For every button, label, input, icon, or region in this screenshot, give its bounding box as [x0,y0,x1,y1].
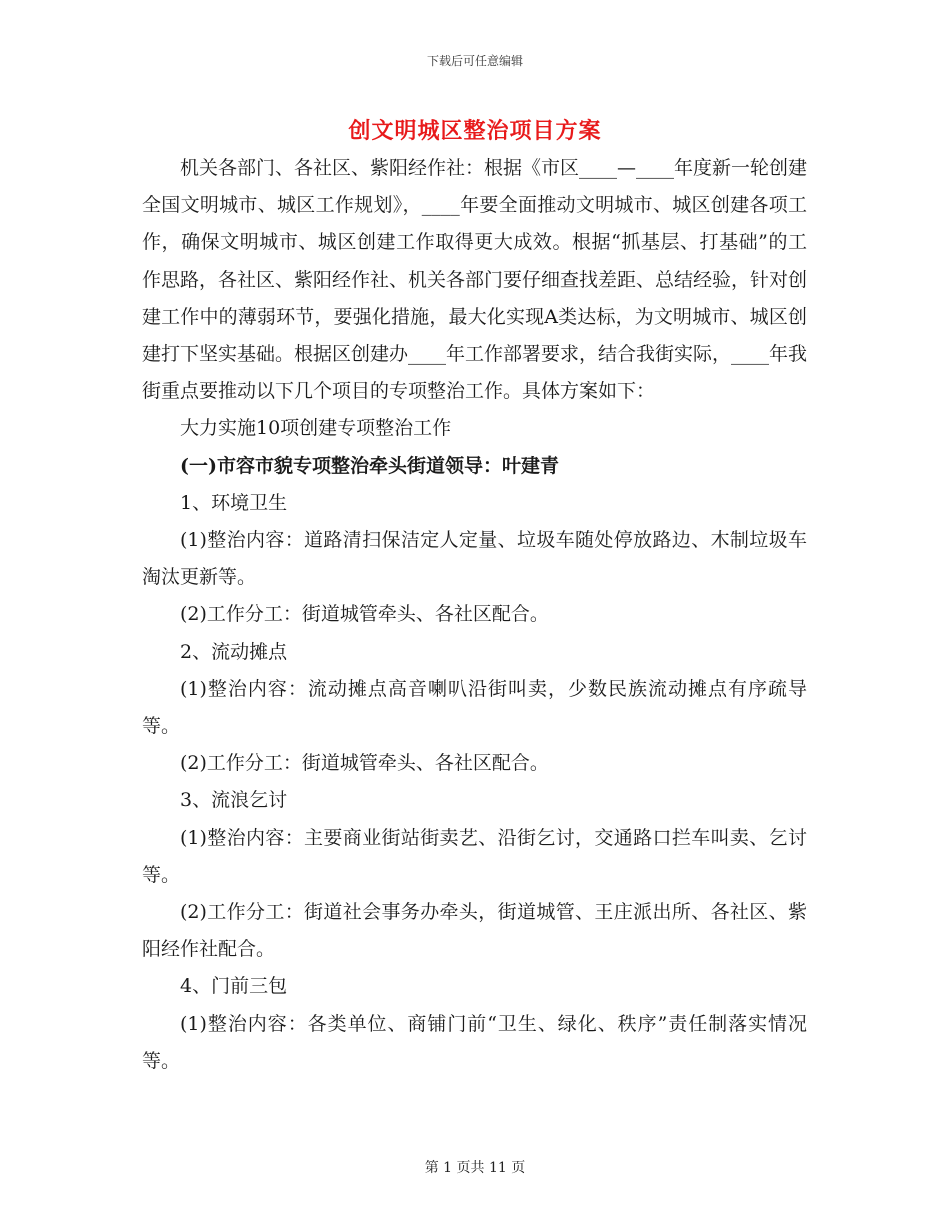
item-detail: (2)工作分工：街道城管牵头、各社区配合。 [180,603,549,626]
intro-paragraph: 机关各部门、各社区、紫阳经作社：根据《市区____—____年度新一轮创建全国文明城市、城区工作规划》，____年要全面推动文明城市、城区创建各项工作，确保文明城市、城区创建工作取得更大成效。根据“抓基层、打基础”的工作思路，各社区、紫阳经作社、机关各部门要仔细查找差距、总结经验，针对创建工作中的薄弱环节，要强化措施，最大化实现A类达标，为文明城市、城区创建打下坚实基础。根据区创建办____年工作部署要求，结合我街实际，____年我街重点要推动以下几个项目的专项整治工作。具体方案如下： [142,157,808,403]
header-note: 下载后可任意编辑 [426,54,523,68]
section-intro: 大力实施10项创建专项整治工作 [180,417,452,440]
item-detail: (2)工作分工：街道城管牵头、各社区配合。 [180,752,549,775]
item-heading: 1、环境卫生 [180,491,288,514]
item-heading: 2、流动摊点 [180,640,288,663]
item-detail: (2)工作分工：街道社会事务办牵头，街道城管、王庄派出所、各社区、紫阳经作社配合。 [142,901,807,961]
item-heading: 4、门前三包 [180,975,288,998]
item-detail: (1)整治内容：道路清扫保洁定人定量、垃圾车随处停放路边、木制垃圾车淘汰更新等。 [142,529,807,589]
item-heading: 3、流浪乞讨 [180,789,288,812]
section-heading: (一)市容市貌专项整治牵头街道领导：叶建青 [180,454,559,477]
document-body [142,150,807,1080]
page-footer: 第 1 页共 11 页 [424,1160,526,1176]
page-title: 创文明城区整治项目方案 [348,118,602,144]
item-detail: (1)整治内容：主要商业街站街卖艺、沿街乞讨，交通路口拦车叫卖、乞讨等。 [142,826,807,886]
item-detail: (1)整治内容：各类单位、商铺门前“卫生、绿化、秩序”责任制落实情况等。 [142,1012,807,1072]
item-detail: (1)整治内容：流动摊点高音喇叭沿街叫卖，少数民族流动摊点有序疏导等。 [142,677,807,738]
